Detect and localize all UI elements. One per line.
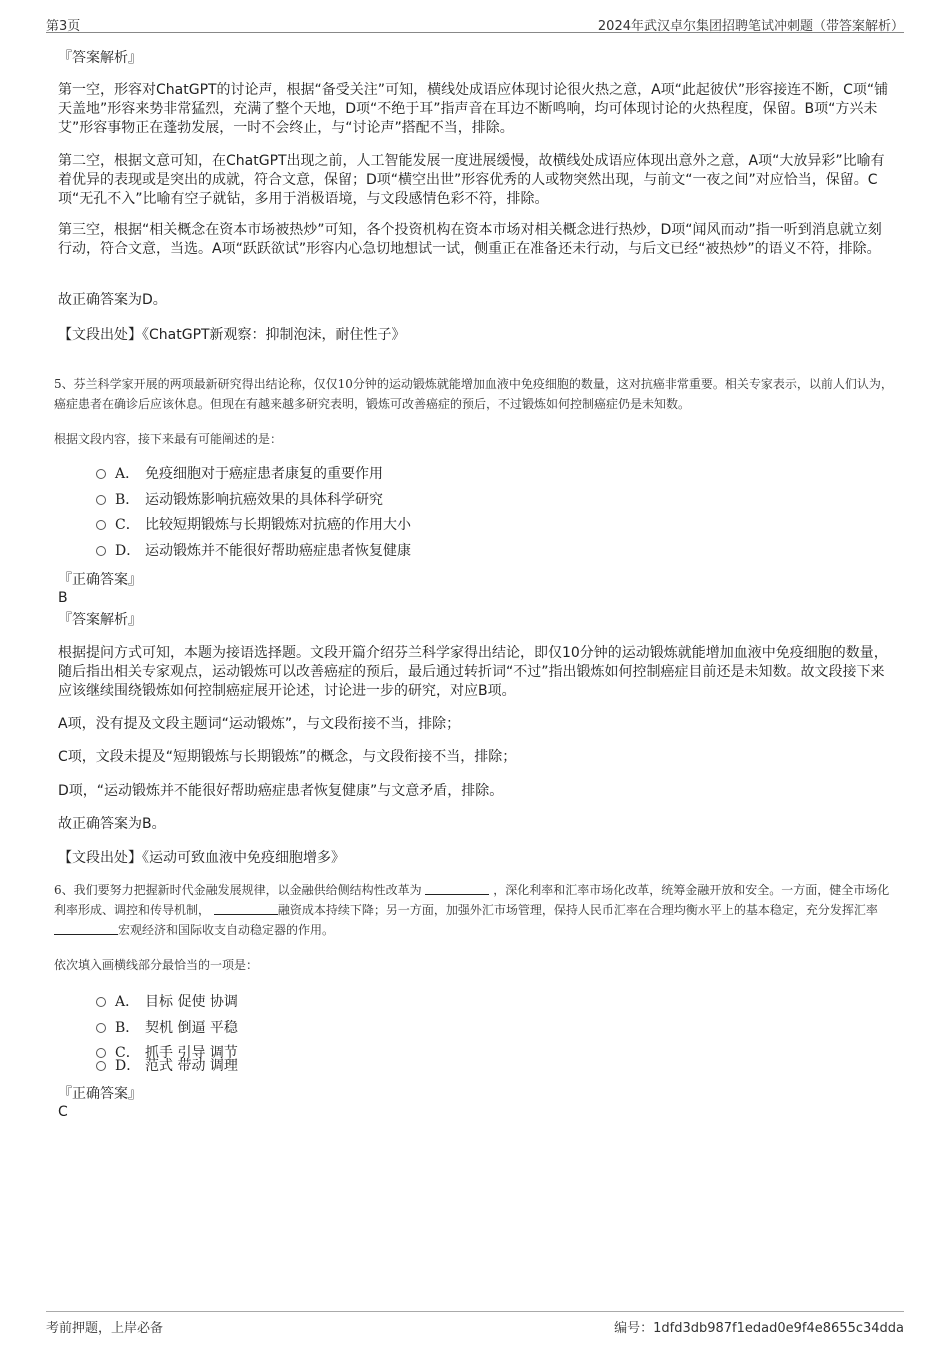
page-number: 第3页 bbox=[46, 19, 81, 34]
q6-answer-label: 『正确答案』 bbox=[58, 1086, 142, 1102]
q5-answer-label: 『正确答案』 bbox=[58, 572, 142, 588]
q4-conclusion: 故正确答案为D。 bbox=[58, 292, 167, 308]
fill-blank-2 bbox=[214, 902, 278, 915]
q5-option-c[interactable]: C． 比较短期锻炼与长期锻炼对抗癌的作用大小 bbox=[96, 516, 411, 535]
q5-stem: 5、芬兰科学家开展的两项最新研究得出结论称，仅仅10分钟的运动锻炼就能增加血液中免疫细胞的数量，这对抗癌非常重要。相关专家表示，以前人们认为，癌症患者在确诊后应该休息。但现在有越来越多研究表明，锻炼可改善癌症的预后，不过锻炼如何控制癌症仍是未知数。 bbox=[54, 377, 893, 411]
q4-analysis-paragraph-3: 第三空，根据“相关概念在资本市场被热炒”可知，各个投资机构在资本市场对相关概念进行热炒，D项“闻风而动”指一听到消息就立刻行动，符合文意，当选。A项“跃跃欲试”形容内心急切地想试一试，侧重正在准备还未行动，与后文已经“被热炒”的语义不符，排除。 bbox=[58, 222, 882, 257]
radio-button[interactable] bbox=[96, 520, 106, 530]
q5-answer: B bbox=[58, 590, 68, 606]
q6-option-b[interactable]: B． 契机 倒逼 平稳 bbox=[96, 1019, 238, 1038]
radio-button[interactable] bbox=[96, 546, 106, 556]
q5-option-b[interactable]: B． 运动锻炼影响抗癌效果的具体科学研究 bbox=[96, 491, 383, 510]
q5-analysis-option-c: C项，文段未提及“短期锻炼与长期锻炼”的概念，与文段衔接不当，排除； bbox=[58, 749, 517, 765]
q6-prompt: 依次填入画横线部分最恰当的一项是： bbox=[54, 958, 259, 972]
q5-analysis-label: 『答案解析』 bbox=[58, 612, 142, 628]
q4-analysis-paragraph-1: 第一空，形容对ChatGPT的讨论声，根据“备受关注”可知，横线处成语应体现讨论很火热之意，A项“此起彼伏”形容接连不断，C项“铺天盖地”形容来势非常猛烈，充满了整个天地，D项“不绝于耳”指声音在耳边不断鸣响，均可体现讨论的火热程度，保留。B项“方兴未艾”形容事物正在蓬勃发展，一时不会终止，与“讨论声”搭配不当，排除。 bbox=[58, 82, 889, 136]
q4-analysis-paragraph-2: 第二空，根据文意可知，在ChatGPT出现之前，人工智能发展一度进展缓慢，故横线处成语应体现出意外之意，A项“大放异彩”比喻有着优异的表现或是突出的成就，符合文意，保留；D项“横空出世”形容优秀的人或物突然出现，与前文“一夜之间”对应恰当，保留。C项“无孔不入”比喻有空子就钻，多用于消极语境，与文段感情色彩不符，排除。 bbox=[58, 153, 885, 207]
q5-analysis-option-d: D项，“运动锻炼并不能很好帮助癌症患者恢复健康”与文意矛盾，排除。 bbox=[58, 783, 504, 799]
q6-option-c[interactable]: C． 抓手 引导 调节 bbox=[96, 1044, 238, 1063]
q5-conclusion: 故正确答案为B。 bbox=[58, 816, 166, 832]
radio-button[interactable] bbox=[96, 469, 106, 479]
fill-blank-3 bbox=[54, 922, 118, 935]
q6-answer: C bbox=[58, 1104, 68, 1120]
q5-option-d[interactable]: D． 运动锻炼并不能很好帮助癌症患者恢复健康 bbox=[96, 542, 411, 561]
q5-source: 【文段出处】《运动可致血液中免疫细胞增多》 bbox=[58, 850, 345, 866]
page-header bbox=[46, 12, 904, 33]
q6-stem: 6、我们要努力把握新时代金融发展规律，以金融供给侧结构性改革为 ，深化利率和汇率市场化改革，统筹金融开放和安全。一方面，健全市场化利率形成、调控和传导机制， 融资成本持续下降；另一方面，加强外汇市场管理，保持人民币汇率在合理均衡水平上的基本稳定，充分发挥汇率 宏观经济和国际收支自动稳定器的作用。 bbox=[54, 883, 890, 937]
q5-prompt: 根据文段内容，接下来最有可能阐述的是： bbox=[54, 432, 283, 446]
q4-analysis-label: 『答案解析』 bbox=[58, 50, 142, 66]
footer-slogan: 考前押题，上岸必备 bbox=[46, 1321, 164, 1336]
document-id: 编号：1dfd3db987f1edad0e9f4e8655c34dda bbox=[614, 1321, 904, 1336]
radio-button[interactable] bbox=[96, 997, 106, 1007]
q5-option-a[interactable]: A． 免疫细胞对于癌症患者康复的重要作用 bbox=[96, 465, 383, 484]
q5-analysis-option-a: A项，没有提及文段主题词“运动锻炼”，与文段衔接不当，排除； bbox=[58, 716, 461, 732]
fill-blank-1 bbox=[425, 882, 489, 895]
radio-button[interactable] bbox=[96, 1023, 106, 1033]
q6-option-a[interactable]: A． 目标 促使 协调 bbox=[96, 993, 238, 1012]
q4-source: 【文段出处】《ChatGPT新观察：抑制泡沫，耐住性子》 bbox=[58, 327, 406, 343]
page-footer bbox=[46, 1311, 904, 1338]
document-title: 2024年武汉卓尔集团招聘笔试冲刺题（带答案解析） bbox=[597, 19, 904, 34]
q6-option-d[interactable]: D． 范式 带动 调理 bbox=[96, 1057, 238, 1076]
radio-button[interactable] bbox=[96, 1061, 106, 1071]
radio-button[interactable] bbox=[96, 495, 106, 505]
q5-analysis-paragraph-1: 根据提问方式可知，本题为接语选择题。文段开篇介绍芬兰科学家得出结论，即仅10分钟的运动锻炼就能增加血液中免疫细胞的数量，随后指出相关专家观点，运动锻炼可以改善癌症的预后，最后通过转折词“不过”指出锻炼如何控制癌症目前还是未知数。故文段接下来应该继续围绕锻炼如何控制癌症展开论述，讨论进一步的研究，对应B项。 bbox=[58, 645, 888, 699]
